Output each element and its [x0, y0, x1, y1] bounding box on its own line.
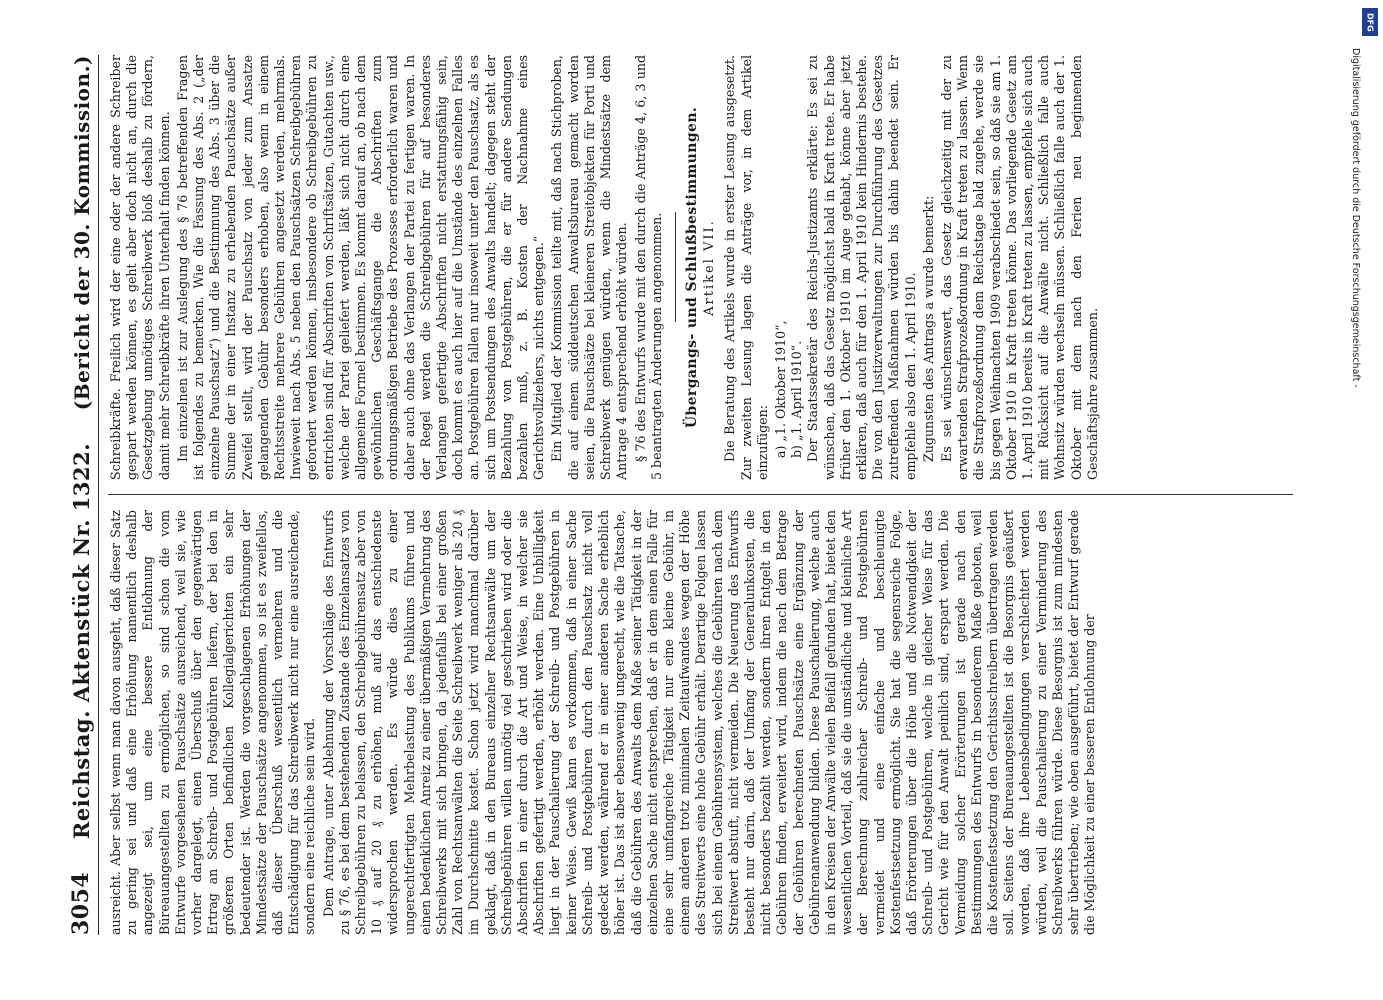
paragraph: Schreibkräfte. Freilich wird der eine oder der andere Schreiber gespart werden können, es geht aber doch nicht an, durch die Gesetzgebung unnötiges Schreibwerk bloß deshalb zu fördern, damit mehr Schreibkräfte ihren Unterhalt finden können.: [108, 55, 172, 480]
paragraph: Dem Antrage, unter Ablehnung der Vorschläge des Entwurfs zu § 76, es bei dem bestehenden Zustande des Einzelansatzes von Schreibgebühren zu belassen, den Schreibgebührensatz aber von 10 ₰ auf 20 ₰ zu erhöhen, muß auf das entschiedenste widersprochen werden. Es würde dies zu einer ungerechtfertigten Mehrbelastung des Publikums führen und einen bedenklichen Anreiz zu einer übermäßigen Vermehrung des Schreibwerks mit sich bringen, da jedenfalls bei einer großen Zahl von Rechtsanwälten die Seite Schreibwerk weniger als 20 ₰ im Durchschnitte kostet. Schon jetzt wird manchmal darüber geklagt, daß in den Bureaus einzelner Rechtsanwälte um der Schreibgebühren willen unnötig viel geschrieben wird oder die Abschriften in einer durch die Art und Weise, in welcher sie Abschriften gefertigt werden, erhöht werden. Eine Unbilligkeit liegt in der Pauschalierung der Schreib- und Postgebühren in keiner Weise. Gewiß kann es vorkommen, daß in einer Sache Schreib- und Postgebühren durch den Pauschsatz nicht voll gedeckt werden, während er in einer anderen Sache erheblich höher ist. Das ist aber ebensowenig ungerecht, wie die Tatsache, daß die Gebühren des Anwalts dem Maße seiner Tätigkeit in der einzelnen Sache nicht entsprechen, daß er in dem einen Falle für eine sehr umfangreiche Tätigkeit nur eine kleine Gebühr, in einem anderen trotz minimalen Zeitaufwandes wegen der Höhe des Streitwerts eine hohe Gebühr erhält. Derartige Folgen lassen sich bei einem Gebührensystem, welches die Gebühren nach dem Streitwert abstuft, nicht vermeiden. Die Neuerung des Entwurfs besteht nur darin, daß der Umfang der Generalunkosten, die nicht besonders bezahlt werden, sondern ihren Entgelt in den Gebühren finden, erweitert wird, indem die nach dem Betrage der Gebühren berechneten Pauschsätze eine Ergänzung der Gebührenanwendung bilden. Diese Pauschalierung, welche auch in den Kreisen der Anwälte vielen Beifall gefunden hat, bietet den wesentlichen Vorteil, daß sie die umständliche und kleinliche Art der Berechnung zahlreicher Schreib- und Postgebühren vermeidet und eine einfache und beschleunigte Kostenfestsetzung ermöglicht. Sie hat die segensreiche Folge, daß Erörterungen über die Höhe und die Notwendigkeit der Schreib- und Postgebühren, welche in gleicher Weise für das Gericht wie für den Anwalt peinlich sind, erspart werden. Die Vermeidung solcher Erörterungen ist gerade nach den Bestimmungen des Entwurfs in besonderem Maße geboten, weil die Kostenfestsetzung den Gerichtsschreibern übertragen werden soll. Seitens der Bureauangestellten ist die Besorgnis geäußert worden, daß ihre Lebensbedingungen verschlechtert werden würden, weil die Pauschalierung zu einer Verminderung des Schreibwerks führen würde. Diese Besorgnis ist zum mindesten sehr übertrieben; wie oben ausgeführt, bietet der Entwurf gerade die Möglichkeit zu einer besseren Entlohnung der: [320, 510, 1098, 935]
header-rule: [98, 55, 99, 935]
digitization-text: Digitalisierung gefördert durch die Deutsche Forschungsgemeinschaft -: [1350, 48, 1361, 388]
list-item: a) „1. Oktober 1910“,: [772, 320, 788, 458]
list-item: b) „1. April 1910“.: [789, 340, 805, 458]
column-divider: [108, 494, 1293, 495]
document-page: [60, 55, 1300, 935]
dfg-logo: DFG: [1362, 8, 1378, 36]
left-column: [108, 510, 1293, 935]
paragraph: Die Beratung des Artikels wurde in erster Lesung ausgesetzt. Zur zweiten Lesung lagen die Anträge vor, in dem Artikel einzufügen:: [722, 55, 770, 480]
right-column: [108, 55, 1293, 480]
article-heading: Artikel VII.: [702, 219, 718, 316]
paragraph: Zugunsten des Antrags a wurde bemerkt:: [920, 195, 936, 462]
running-title: Reichstag. Aktenstück Nr. 1322.: [69, 442, 94, 840]
report-title: (Bericht der 30. Kommission.): [70, 55, 94, 411]
paragraph: § 76 des Entwurfs wurde mit den durch die Anträge 4, 6, 3 und 5 beantragten Änderungen angenommen.: [632, 55, 664, 480]
paragraph: Es sei wünschenswert, das Gesetz gleichzeitig mit der zu erwartenden Strafprozeßordnung in Kraft treten zu lassen. Wenn die Strafprozeßordnung dem Reichstage bald zugehe, werde sie bis gegen Weihnachten 1909 verabschiedet sein, so daß sie am 1. Oktober 1910 in Kraft treten könne. Das vorliegende Gesetz am 1. April 1910 bereits in Kraft treten zu lassen, empfehle sich auch mit Rücksicht auf die Anwälte nicht. Schließlich falle auch Wohnsitz würden wechseln müssen. Schließlich falle auch der 1. Oktober mit dem nach den Ferien neu beginnenden Geschäftsjahre zusammen.: [938, 55, 1100, 480]
section-divider: [675, 213, 676, 323]
section-heading: Übergangs- und Schlußbestimmungen.: [683, 106, 700, 429]
paragraph: Im einzelnen ist zur Auslegung des § 76 betreffenden Fragen ist folgendes zu bemerken. Wie die Fassung des Abs. 2 („der einzelne Pauschsatz“) und die Bestimmung des Abs. 3 über die Summe der in einer Instanz zu erhebenden Pauschsätze außer Zweifel stellt, wird der Pauschsatz von jeder zum Ansatze gelangenden Gebühr besonders erhoben, also wenn in einem Rechtsstreite mehrere Gebühren angesetzt werden, mehrmals. Inwieweit nach Abs. 5 neben den Pauschsätzen Schreibgebühren gefordert werden können, insbesondere ob Schreibgebühren zu entrichten sind für Abschriften von Schriftsätzen, Gutachten usw., welche der Partei geliefert werden, läßt sich nicht durch eine allgemeine Formel bestimmen. Es kommt darauf an, ob nach dem gewöhnlichen Geschäftsgange die Abschriften zum ordnungsmäßigen Betriebe des Prozesses erforderlich waren und daher auch ohne das Verlangen der Partei zu fertigen waren. In der Regel werden die Schreibgebühren für auf besonderes Verlangen gefertigte Abschriften nicht erstattungsfähig sein, doch kommt es auch hier auf die Umstände des einzelnen Falles an. Postgebühren fallen nur insoweit unter den Pauschsatz, als es sich um Postsendungen des Anwalts handelt; dagegen steht der Bezahlung von Postgebühren, die er für andere Sendungen bezahlen muß, z. B. Kosten der Nachnahme eines Gerichtsvollziehers, nichts entgegen.“: [174, 55, 547, 480]
paragraph: Ein Mitglied der Kommission teilte mit, daß nach Stichproben, die auf einem süddeutschen Anwaltsbureau gemacht worden seien, die Pauschsätze bei kleineren Streitobjekten für Porti und Schreibwerk genügen würden, wenn die Mindestsätze dem Antrage 4 entsprechend erhöht würden.: [549, 55, 630, 480]
page-header: [60, 55, 94, 935]
paragraph: Der Staatssekretär des Reichs-Justizamts erklärte: Es sei zu wünschen, daß das Gesetz möglichst bald in Kraft trete. Er habe früher den 1. Oktober 1910 im Auge gehabt, könne aber jetzt erklären, daß auch für den 1. April 1910 kein Hindernis bestehe. Die von den Justizverwaltungen zur Durchführung des Gesetzes zutreffenden Maßnahmen würden bis dahin beendet sein. Er empfehle also den 1. April 1910.: [805, 55, 918, 480]
page-number: 3054: [68, 871, 94, 935]
digitization-note: [1350, 8, 1376, 988]
paragraph: ausreicht. Aber selbst wenn man davon ausgeht, daß dieser Satz zu gering sei und daß eine Erhöhung namentlich deshalb angezeigt sei, um eine bessere Entlohnung der Büreauangestellten zu ermöglichen, so sind schon die vom Entwurfe vorgesehenen Pauschsätze ausreichend, weil sie, wie vorher dargelegt, einen Überschuß über den gegenwärtigen Ertrag an Schreib- und Postgebühren liefern, der bei den in größeren Orten befindlichen Kollegialgerichten ein sehr bedeutender ist. Werden die vorgeschlagenen Erhöhungen der Mindestsätze der Pauschsätze angenommen, so ist es zweifellos, daß dieser Überschuß wesentlich vermehren und die Entschädigung für das Schreibwerk nicht nur eine ausreichende, sondern eine reichliche sein wird.: [108, 510, 318, 935]
